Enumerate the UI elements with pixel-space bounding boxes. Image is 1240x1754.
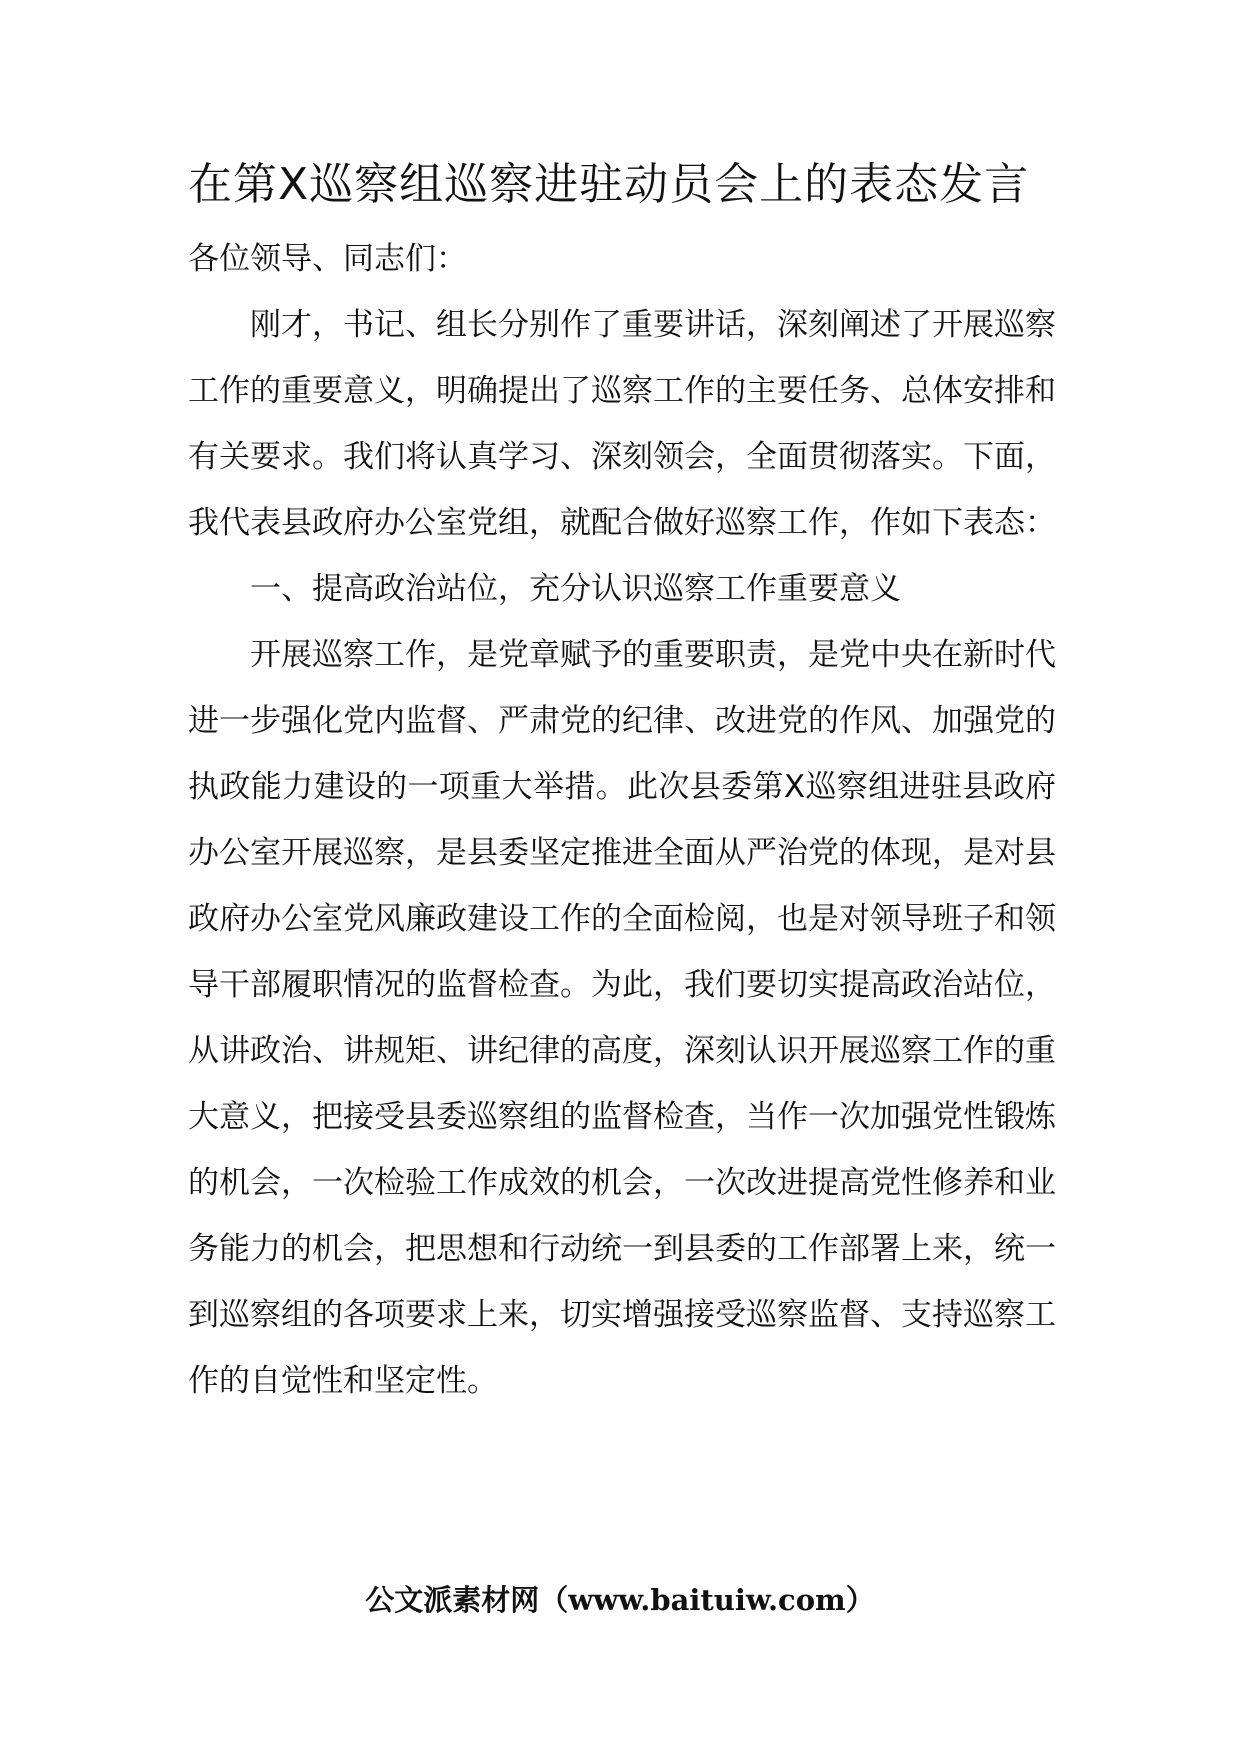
document-title: 在第X巡察组巡察进驻动员会上的表态发言 bbox=[188, 159, 1030, 210]
section-heading-1: 一、提高政治站位，充分认识巡察工作重要意义 bbox=[250, 571, 901, 607]
footer-watermark-text: 公文派素材网（www.baituiw.com） bbox=[365, 1583, 875, 1617]
section-1-paragraph: 开展巡察工作，是党章赋予的重要职责，是党中央在新时代进一步强化党内监督、严肃党的纪律、改进党的作风、加强党的执政能力建设的一项重大举措。此次县委第X巡察组进驻县政府办公室开展巡察，是县委坚定推进全面从严治党的体现，是对县政府办公室党风廉政建设工作的全面检阅，也是对领导班子和领导干部履职情况的监督检查。为此，我们要切实提高政治站位，从讲政治、讲规矩、讲纪律的高度，深刻认识开展巡察工作的重大意义，把接受县委巡察组的监督检查，当作一次加强党性锻炼的机会，一次检验工作成效的机会，一次改进提高党性修养和业务能力的机会，把思想和行动统一到县委的工作部署上来，统一到巡察组的各项要求上来，切实增强接受巡察监督、支持巡察工作的自觉性和坚定性。 bbox=[188, 637, 1056, 1399]
salutation: 各位领导、同志们： bbox=[188, 241, 467, 277]
opening-paragraph: 刚才，书记、组长分别作了重要讲话，深刻阐述了开展巡察工作的重要意义，明确提出了巡察工作的主要任务、总体安排和有关要求。我们将认真学习、深刻领会，全面贯彻落实。下面，我代表县政府办公室党组，就配合做好巡察工作，作如下表态： bbox=[188, 307, 1056, 541]
document-content bbox=[188, 158, 1056, 1414]
